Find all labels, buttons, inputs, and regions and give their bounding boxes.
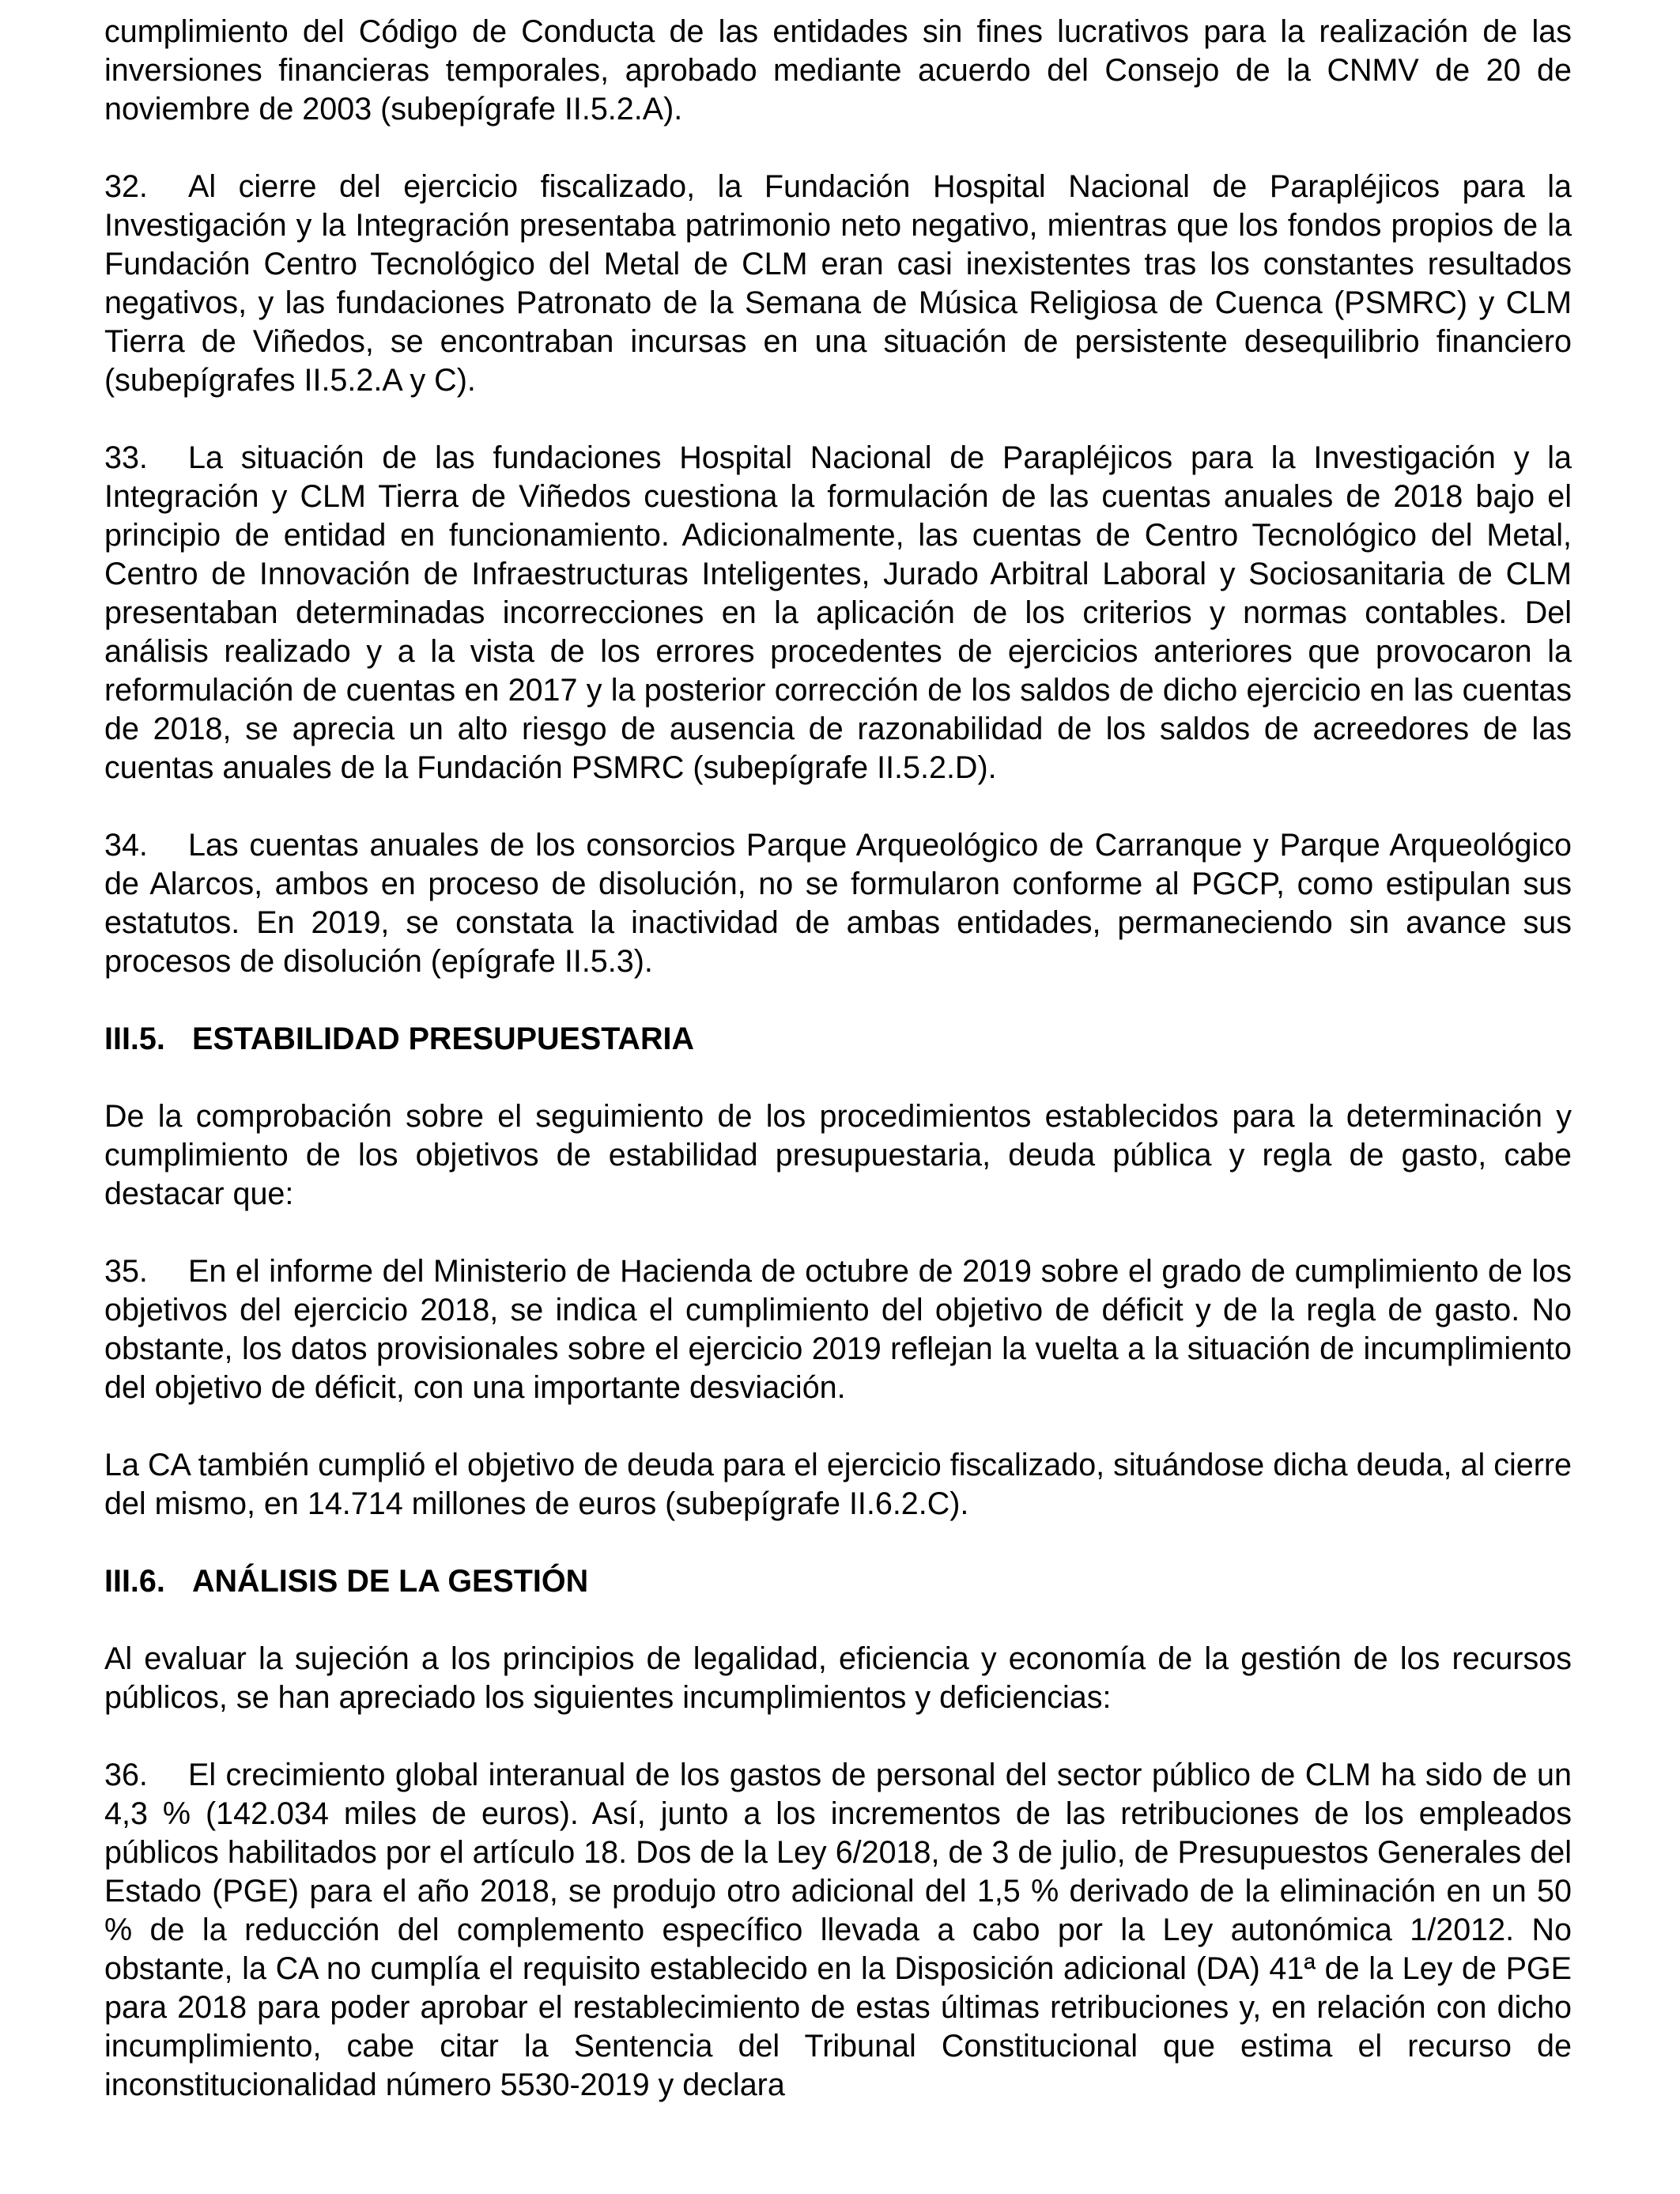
section-heading-estabilidad <box>104 1020 1572 1059</box>
paragraph-text: El crecimiento global interanual de los gastos de personal del sector público de CLM ha sido de un 4,3 % (142.034 miles de euros). Así, junto a los incrementos de las retribuciones de los empleados públicos habilitados por el artículo 18. Dos de la Ley 6/2018, de 3 de julio, de Presupuestos Generales del Estado (PGE) para el año 2018, se produjo otro adicional del 1,5 % derivado de la eliminación en un 50 % de la reducción del complemento específico llevada a cabo por la Ley autonómica 1/2012. No obstante, la CA no cumplía el requisito establecido en la Disposición adicional (DA) 41ª de la Ley de PGE para 2018 para poder aprobar el restablecimiento de estas últimas retribuciones y, en relación con dicho incumplimiento, cabe citar la Sentencia del Tribunal Constitucional que estima el recurso de inconstitucionalidad número 5530-2019 y declara <box>104 1758 1572 2102</box>
paragraph-number: 32. <box>104 169 148 204</box>
paragraph-number: 36. <box>104 1758 148 1792</box>
paragraph-number: 33. <box>104 440 148 475</box>
paragraph-text: cumplimiento del Código de Conducta de las entidades sin fines lucrativos para la realización de las inversiones financieras temporales, aprobado mediante acuerdo del Consejo de la CNMV de 20 de noviembre de 2003 (subepígrafe II.5.2.A). <box>104 14 1572 127</box>
section-heading-gestion <box>104 1562 1572 1601</box>
paragraph-text: Al evaluar la sujeción a los principios de legalidad, eficiencia y economía de la gestión de los recursos públicos, se han apreciado los siguientes incumplimientos y deficiencias: <box>104 1641 1572 1715</box>
paragraph-estabilidad-intro <box>104 1097 1572 1214</box>
paragraph-intro <box>104 13 1572 129</box>
paragraph-deuda <box>104 1446 1572 1524</box>
paragraph-text: La situación de las fundaciones Hospital Nacional de Parapléjicos para la Investigación y la Integración y CLM Tierra de Viñedos cuestiona la formulación de las cuentas anuales de 2018 bajo el principio de entidad en funcionamiento. Adicionalmente, las cuentas de Centro Tecnológico del Metal, Centro de Innovación de Infraestructuras Inteligentes, Jurado Arbitral Laboral y Sociosanitaria de CLM presentaban determinadas incorrecciones en la aplicación de los criterios y normas contables. Del análisis realizado y a la vista de los errores procedentes de ejercicios anteriores que provocaron la reformulación de cuentas en 2017 y la posterior corrección de los saldos de dicho ejercicio en las cuentas de 2018, se aprecia un alto riesgo de ausencia de razonabilidad de los saldos de acreedores de las cuentas anuales de la Fundación PSMRC (subepígrafe II.5.2.D). <box>104 440 1572 785</box>
document-page <box>104 13 1572 2105</box>
section-number: III.5. <box>104 1021 165 1056</box>
paragraph-35 <box>104 1252 1572 1407</box>
paragraph-number: 34. <box>104 828 148 863</box>
paragraph-34 <box>104 826 1572 981</box>
paragraph-number: 35. <box>104 1254 148 1289</box>
paragraph-text: Las cuentas anuales de los consorcios Parque Arqueológico de Carranque y Parque Arqueológico de Alarcos, ambos en proceso de disolución, no se formularon conforme al PGCP, como estipulan sus estatutos. En 2019, se constata la inactividad de ambas entidades, permaneciendo sin avance sus procesos de disolución (epígrafe II.5.3). <box>104 828 1572 979</box>
paragraph-36 <box>104 1756 1572 2105</box>
section-title: ESTABILIDAD PRESUPUESTARIA <box>192 1021 694 1056</box>
paragraph-text: Al cierre del ejercicio fiscalizado, la Fundación Hospital Nacional de Parapléjicos para la Investigación y la Integración presentaba patrimonio neto negativo, mientras que los fondos propios de la Fundación Centro Tecnológico del Metal de CLM eran casi inexistentes tras los constantes resultados negativos, y las fundaciones Patronato de la Semana de Música Religiosa de Cuenca (PSMRC) y CLM Tierra de Viñedos, se encontraban incursas en una situación de persistente desequilibrio financiero (subepígrafes II.5.2.A y C). <box>104 169 1572 398</box>
paragraph-text: En el informe del Ministerio de Hacienda de octubre de 2019 sobre el grado de cumplimiento de los objetivos del ejercicio 2018, se indica el cumplimiento del objetivo de déficit y de la regla de gasto. No obstante, los datos provisionales sobre el ejercicio 2019 reflejan la vuelta a la situación de incumplimiento del objetivo de déficit, con una importante desviación. <box>104 1254 1572 1405</box>
section-number: III.6. <box>104 1564 165 1599</box>
paragraph-32 <box>104 168 1572 400</box>
paragraph-gestion-intro <box>104 1640 1572 1717</box>
paragraph-text: La CA también cumplió el objetivo de deuda para el ejercicio fiscalizado, situándose dicha deuda, al cierre del mismo, en 14.714 millones de euros (subepígrafe II.6.2.C). <box>104 1448 1572 1521</box>
paragraph-text: De la comprobación sobre el seguimiento de los procedimientos establecidos para la determinación y cumplimiento de los objetivos de estabilidad presupuestaria, deuda pública y regla de gasto, cabe destacar que: <box>104 1099 1572 1211</box>
paragraph-33 <box>104 439 1572 787</box>
section-title: ANÁLISIS DE LA GESTIÓN <box>192 1564 589 1599</box>
